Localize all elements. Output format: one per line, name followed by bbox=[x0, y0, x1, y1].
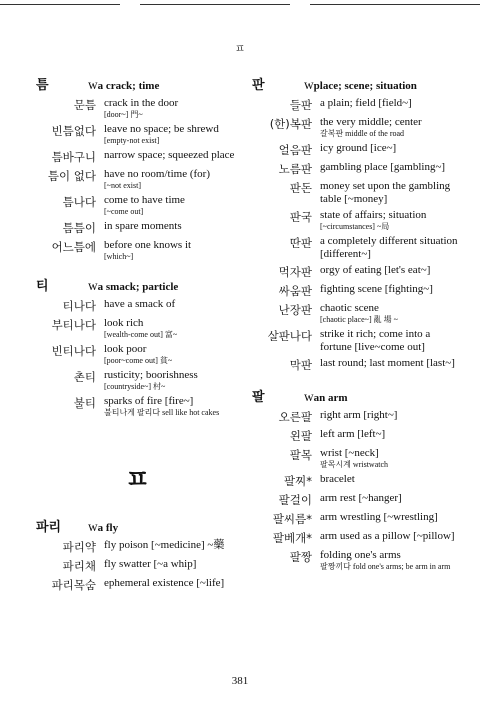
entry-gloss: icy ground [ice~] bbox=[320, 142, 397, 154]
entry-gloss: left arm [left~] bbox=[320, 428, 386, 440]
headword-row bbox=[36, 516, 240, 535]
entry-subnote: [door~] 門~ bbox=[104, 110, 143, 119]
entry-korean: 파리목숨 bbox=[51, 578, 96, 592]
headword-row bbox=[252, 74, 462, 93]
headword-gloss: a crack; time bbox=[97, 80, 160, 92]
word-tag: w bbox=[304, 77, 314, 92]
entry-definition bbox=[104, 343, 240, 366]
entry-row bbox=[252, 235, 462, 261]
entry-definition bbox=[320, 328, 462, 354]
entry-row bbox=[36, 369, 240, 392]
headword-row bbox=[36, 74, 240, 93]
entry-gloss: have a smack of bbox=[104, 298, 176, 310]
entry-subnote: [chaotic place~] 亂 場 ~ bbox=[320, 315, 398, 324]
section-gap bbox=[36, 421, 240, 431]
headword-gloss: a smack; particle bbox=[97, 281, 179, 293]
entry-definition bbox=[320, 180, 462, 206]
entry-row bbox=[36, 239, 240, 262]
entry-row bbox=[252, 180, 462, 206]
entry-korean: 티나다 bbox=[62, 299, 96, 313]
entry-definition bbox=[320, 530, 462, 543]
entry-subnote: [~circumstances] ~局 bbox=[320, 222, 390, 231]
entry-row bbox=[36, 298, 240, 314]
entry-gloss: the very middle; center bbox=[320, 116, 422, 128]
entry-definition bbox=[320, 302, 462, 325]
entry-gloss: fighting scene [fighting~] bbox=[320, 283, 433, 295]
headword-gloss: a fly bbox=[97, 522, 119, 534]
top-rule bbox=[0, 4, 120, 5]
entry-korean: 팔짱 bbox=[289, 550, 312, 564]
entry-korean: (한)복판 bbox=[269, 117, 312, 131]
entry-korean: 어느틈에 bbox=[51, 240, 96, 254]
entry-subnote: [~not exist] bbox=[104, 181, 141, 190]
entry-row bbox=[36, 97, 240, 120]
entry-gloss: gambling place [gambling~] bbox=[320, 161, 446, 173]
entry-row bbox=[252, 492, 462, 508]
entry-korean: 노름판 bbox=[278, 162, 312, 176]
entry-row bbox=[252, 283, 462, 299]
entry-definition bbox=[320, 511, 462, 524]
entry-row bbox=[252, 142, 462, 158]
entry-row bbox=[252, 116, 462, 139]
headword: 팔 bbox=[252, 390, 265, 405]
entry-korean: 파리채 bbox=[62, 559, 96, 573]
entry-korean: 얼음판 bbox=[278, 143, 312, 157]
section-gap bbox=[252, 376, 462, 386]
entry-row bbox=[252, 302, 462, 325]
entry-korean: 오른팔 bbox=[278, 410, 312, 424]
entry-definition bbox=[320, 264, 462, 277]
entry-korean: 빈틈없다 bbox=[51, 124, 96, 138]
entry-row bbox=[252, 161, 462, 177]
entry-gloss: strike it rich; come into a fortune [live~come out] bbox=[320, 328, 431, 353]
entry-korean: 들판 bbox=[289, 98, 312, 112]
entry-korean: 팔베개* bbox=[272, 531, 312, 545]
entry-gloss: bracelet bbox=[320, 473, 355, 485]
entry-subnote: [empty-not exist] bbox=[104, 136, 160, 145]
entry-korean: 문틈 bbox=[73, 98, 96, 112]
entry-row bbox=[252, 530, 462, 546]
entry-gloss: last round; last moment [last~] bbox=[320, 357, 455, 369]
entry-gloss: arm used as a pillow [~pillow] bbox=[320, 530, 455, 542]
word-tag: w bbox=[304, 389, 314, 404]
entry-definition bbox=[320, 409, 462, 422]
entry-row bbox=[36, 194, 240, 217]
entry-row bbox=[252, 264, 462, 280]
headword-row bbox=[252, 386, 462, 405]
entry-gloss: come to have time bbox=[104, 194, 185, 206]
entry-definition bbox=[104, 369, 240, 392]
entry-row bbox=[36, 168, 240, 191]
entry-korean: 살판나다 bbox=[267, 329, 312, 343]
entry-row bbox=[36, 149, 240, 165]
entry-korean: 틈틈이 bbox=[62, 221, 96, 235]
headword-gloss: place; scene; situation bbox=[313, 80, 417, 92]
entry-korean: 판돈 bbox=[289, 181, 312, 195]
entry-korean: 틈이 없다 bbox=[47, 169, 96, 183]
entry-definition bbox=[320, 492, 462, 505]
entry-korean: 딴판 bbox=[289, 236, 312, 250]
top-rule bbox=[140, 4, 290, 5]
entry-row bbox=[36, 317, 240, 340]
entry-subnote: [which~] bbox=[104, 252, 134, 261]
entry-row bbox=[252, 447, 462, 470]
entry-korean: 싸움판 bbox=[278, 284, 312, 298]
entry-definition bbox=[320, 357, 462, 370]
entry-gloss: sparks of fire [fire~] bbox=[104, 395, 194, 407]
entry-row bbox=[36, 395, 240, 418]
entry-korean: 난장판 bbox=[278, 303, 312, 317]
entry-definition bbox=[104, 149, 240, 162]
entry-gloss: look poor bbox=[104, 343, 147, 355]
entry-korean: 먹자판 bbox=[278, 265, 312, 279]
entry-definition bbox=[104, 123, 240, 146]
word-tag: w bbox=[88, 519, 98, 534]
entry-definition bbox=[320, 97, 462, 110]
right-column bbox=[252, 74, 462, 585]
headword: 판 bbox=[252, 78, 265, 93]
entry-definition bbox=[320, 447, 462, 470]
entry-korean: 팔목 bbox=[289, 448, 312, 462]
entry-row bbox=[36, 577, 240, 593]
entry-gloss: look rich bbox=[104, 317, 144, 329]
entry-gloss: have no room/time (for) bbox=[104, 168, 210, 180]
entry-gloss: fly poison [~medicine] ~藥 bbox=[104, 539, 225, 551]
entry-definition bbox=[320, 142, 462, 155]
headword: 틈 bbox=[36, 78, 49, 93]
entry-definition bbox=[104, 539, 240, 552]
entry-gloss: rusticity; boorishness bbox=[104, 369, 198, 381]
entry-korean: 팔걸이 bbox=[278, 493, 312, 507]
entry-gloss: a completely different situation [different~] bbox=[320, 235, 458, 260]
entry-korean: 파리약 bbox=[62, 540, 96, 554]
entry-row bbox=[252, 357, 462, 373]
entry-gloss: narrow space; squeezed place bbox=[104, 149, 235, 161]
word-tag: w bbox=[88, 278, 98, 293]
entry-korean: 불티 bbox=[73, 396, 96, 410]
entry-korean: 촌티 bbox=[73, 370, 96, 384]
entry-row bbox=[252, 511, 462, 527]
entry-definition bbox=[104, 317, 240, 340]
entry-definition bbox=[320, 209, 462, 232]
entry-gloss: wrist [~neck] bbox=[320, 447, 379, 459]
entry-subnote: [countryside~] 村~ bbox=[104, 382, 166, 391]
entry-subnote: 팔목시계 wristwatch bbox=[320, 460, 389, 469]
entry-gloss: orgy of eating [let's eat~] bbox=[320, 264, 431, 276]
entry-korean: 틈바구니 bbox=[51, 150, 96, 164]
entry-gloss: leave no space; be shrewd bbox=[104, 123, 219, 135]
entry-definition bbox=[320, 283, 462, 296]
entry-gloss: before one knows it bbox=[104, 239, 192, 251]
entry-definition bbox=[104, 168, 240, 191]
section-letter: ㅍ bbox=[124, 465, 152, 495]
entry-korean: 부티나다 bbox=[51, 318, 96, 332]
entry-row bbox=[36, 558, 240, 574]
entry-row bbox=[252, 473, 462, 489]
section-gap bbox=[36, 265, 240, 275]
top-rule bbox=[310, 4, 480, 5]
entry-gloss: arm wrestling [~wrestling] bbox=[320, 511, 438, 523]
entry-gloss: state of affairs; situation bbox=[320, 209, 427, 221]
entry-korean: 팔씨름* bbox=[272, 512, 312, 526]
entry-gloss: ephemeral existence [~life] bbox=[104, 577, 225, 589]
headword-gloss: an arm bbox=[313, 392, 348, 404]
entry-gloss: in spare moments bbox=[104, 220, 182, 232]
entry-korean: 빈티나다 bbox=[51, 344, 96, 358]
entry-subnote: 갈복판 middle of the road bbox=[320, 129, 405, 138]
entry-subnote: [wealth-come out] 富~ bbox=[104, 330, 178, 339]
entry-row bbox=[252, 549, 462, 572]
entry-definition bbox=[104, 558, 240, 571]
entry-korean: 틈나다 bbox=[62, 195, 96, 209]
entry-definition bbox=[320, 473, 462, 486]
entry-row bbox=[252, 97, 462, 113]
entry-definition bbox=[104, 220, 240, 233]
entry-definition bbox=[320, 116, 462, 139]
entry-definition bbox=[320, 161, 462, 174]
entry-gloss: arm rest [~hanger] bbox=[320, 492, 402, 504]
entry-definition bbox=[104, 298, 240, 311]
entry-gloss: right arm [right~] bbox=[320, 409, 398, 421]
entry-gloss: money set upon the gambling table [~money] bbox=[320, 180, 451, 205]
headword: 파리 bbox=[36, 520, 62, 535]
word-tag: w bbox=[88, 77, 98, 92]
entry-definition bbox=[104, 194, 240, 217]
entry-gloss: chaotic scene bbox=[320, 302, 379, 314]
entry-definition bbox=[320, 235, 462, 261]
entry-row bbox=[252, 328, 462, 354]
entry-gloss: folding one's arms bbox=[320, 549, 401, 561]
entry-row bbox=[252, 209, 462, 232]
entry-definition bbox=[104, 395, 240, 418]
entry-row bbox=[252, 428, 462, 444]
entry-row bbox=[36, 343, 240, 366]
entry-definition bbox=[320, 549, 462, 572]
entry-definition bbox=[104, 97, 240, 120]
entry-row bbox=[36, 220, 240, 236]
entry-subnote: 불티나게 팔리다 sell like hot cakes bbox=[104, 408, 220, 417]
entry-korean: 판국 bbox=[289, 210, 312, 224]
entry-definition bbox=[104, 239, 240, 262]
page-header-letter: ㅍ bbox=[234, 43, 246, 55]
entry-subnote: [poor~come out] 貧~ bbox=[104, 356, 173, 365]
section-gap bbox=[252, 575, 462, 585]
entry-gloss: crack in the door bbox=[104, 97, 179, 109]
entry-row bbox=[36, 123, 240, 146]
entry-gloss: a plain; field [field~] bbox=[320, 97, 412, 109]
entry-gloss: fly swatter [~a whip] bbox=[104, 558, 197, 570]
entry-row bbox=[252, 409, 462, 425]
page-number: 381 bbox=[231, 675, 249, 687]
left-column bbox=[36, 74, 240, 596]
entry-korean: 왼팔 bbox=[289, 429, 312, 443]
entry-row bbox=[36, 539, 240, 555]
entry-korean: 막판 bbox=[289, 358, 312, 372]
headword: 티 bbox=[36, 279, 49, 294]
entry-subnote: 팔짱끼다 fold one's arms; be arm in arm bbox=[320, 562, 451, 571]
entry-definition bbox=[320, 428, 462, 441]
entry-korean: 팔찌* bbox=[284, 474, 312, 488]
entry-subnote: [~come out] bbox=[104, 207, 144, 216]
headword-row bbox=[36, 275, 240, 294]
entry-definition bbox=[104, 577, 240, 590]
